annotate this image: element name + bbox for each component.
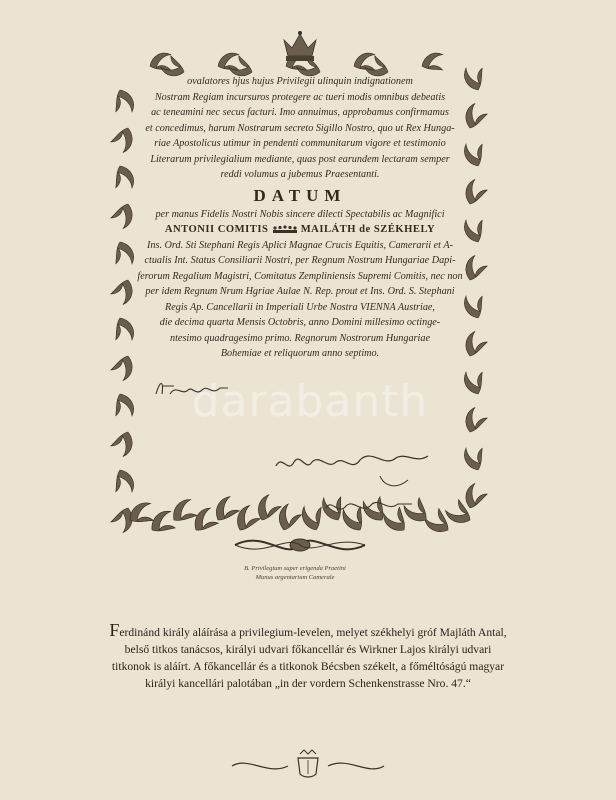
- watermark: darabanth: [191, 376, 429, 427]
- crown-icon: [284, 31, 316, 61]
- doc-line: Nostram Regiam incursuros protegere ac tueri modis omnibus debeatis: [154, 91, 446, 103]
- caption-line-text: erdinánd király aláírása a privilegium-levelen, melyet székhelyi gróf Majláth Antal,: [119, 626, 507, 639]
- doc-line: et concedimus, harum Nostrarum secreto Sigillo Nostro, quo ut Rex Hunga-: [145, 122, 455, 134]
- doc-line: per idem Regnum Nrum Hgriae Aulae N. Rep. prout et Ins. Ord. S. Stephani: [145, 286, 455, 297]
- doc-line: ctualis Int. Status Consiliarii Nostri, per Regnum Nostrum Hungariae Dapi-: [144, 255, 456, 266]
- doc-line: die decima quarta Mensis Octobris, anno Domini millesimo octinge-: [159, 317, 441, 328]
- caption-line: titkonok is aláírt. A főkancellár és a titkonok Bécsben székelt, a főméltóságú magyar: [111, 660, 505, 673]
- chancellor-signature-image: [272, 446, 432, 526]
- doc-line: Regis Ap. Cancellarii in Imperiali Urbe Nostra VIENNA Austriae,: [165, 301, 435, 313]
- doc-line: Ins. Ord. Sti Stephani Regis Aplici Magnae Crucis Equitis, Camerarii et A-: [147, 239, 453, 251]
- caption: [50, 622, 566, 692]
- ferdinand-signature-image: [152, 376, 232, 400]
- crest-ornament-icon: [228, 748, 388, 780]
- doc-line: ferorum Regalium Magistri, Comitatus Zempliniensis Supremi Comitis, nec non: [137, 270, 463, 282]
- doc-line: riae Apostolicus utimur in pendenti communitarum vigore et testimonio: [154, 138, 446, 149]
- doc-line: Bohemiae et reliquorum anno septimo.: [220, 348, 380, 359]
- engraver-note: [230, 564, 360, 582]
- doc-line: ntesimo quadragesimo primo. Regnorum Nostrorum Hungariae: [170, 332, 430, 344]
- engraver-line: B. Privilegium super erigenda Praetini: [244, 565, 346, 572]
- caption-line: belső titkos tanácsos, királyi udvari főkancellár és Wirkner Lajos királyi udvari: [124, 643, 492, 656]
- bow-ribbon-icon: [235, 539, 365, 551]
- chancellor-name-line: [135, 222, 465, 238]
- doc-line: ac teneamini nec secus facturi. Imo annuimus, approbamus confirmamus: [151, 107, 449, 118]
- caption-dropcap: F: [109, 620, 120, 640]
- engraver-line: Munus argentarium Camerale: [255, 574, 335, 581]
- count-coronet-icon: [272, 225, 298, 234]
- doc-line: Literarum privilegialium mediante, quas post earundem lectaram semper: [150, 153, 450, 165]
- datum-heading: DATUM: [253, 185, 347, 205]
- name-right: MAILÁTH de SZÉKHELY: [300, 224, 436, 235]
- privilege-document-text: [135, 74, 465, 362]
- doc-line: ovalatores hjus hujus Privilegii ulinquin indignationem: [187, 76, 413, 87]
- name-left: ANTONII COMITIS: [164, 224, 269, 235]
- doc-line: per manus Fidelis Nostri Nobis sincere dilecti Spectabilis ac Magnifici: [155, 208, 445, 220]
- doc-line: reddi volumus a jubemus Praesentanti.: [220, 169, 380, 180]
- caption-line: királyi kancellári palotában „in der vordern Schenkenstrasse Nro. 47.“: [145, 677, 471, 690]
- caption-line: [50, 622, 566, 641]
